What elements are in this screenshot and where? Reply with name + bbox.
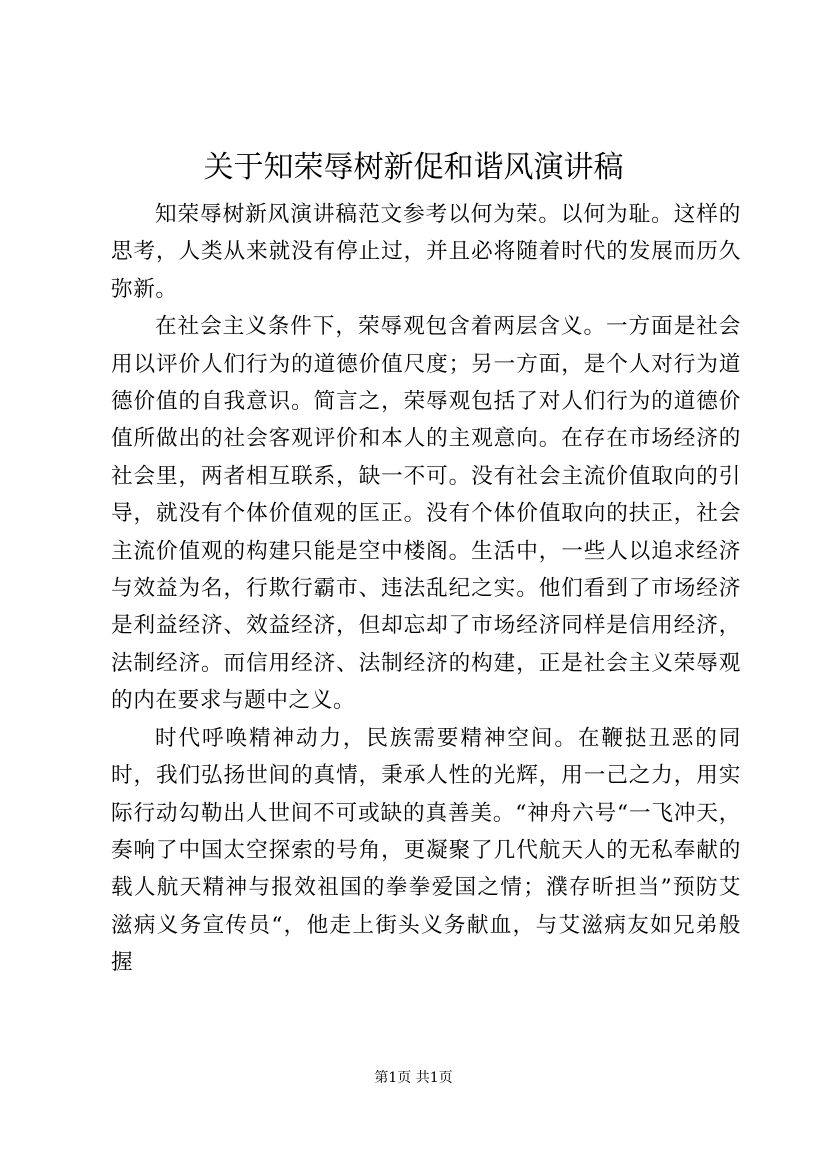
document-body <box>111 196 741 982</box>
document-title: 关于知荣辱树新促和谐风演讲稿 <box>203 150 624 185</box>
paragraph-1: 知荣辱树新风演讲稿范文参考以何为荣。以何为耻。这样的思考，人类从来就没有停止过，并且必将随着时代的发展而历久弥新。 <box>111 202 741 302</box>
paragraph-2: 在社会主义条件下，荣辱观包含着两层含义。一方面是社会用以评价人们行为的道德价值尺度；另一方面，是个人对行为道德价值的自我意识。简言之，荣辱观包括了对人们行为的道德价值所做出的社会客观评价和本人的主观意向。在存在市场经济的社会里，两者相互联系，缺一不可。没有社会主流价值取向的引导，就没有个体价值观的匡正。没有个体价值取向的扶正，社会主流价值观的构建只能是空中楼阁。生活中，一些人以追求经济与效益为名，行欺行霸市、违法乱纪之实。他们看到了市场经济是利益经济、效益经济，但却忘却了市场经济同样是信用经济，法制经济。而信用经济、法制经济的构建，正是社会主义荣辱观的内在要求与题中之义。 <box>111 314 741 714</box>
page-footer: 第1页 共1页 <box>374 1070 453 1086</box>
paragraph-3: 时代呼唤精神动力，民族需要精神空间。在鞭挞丑恶的同时，我们弘扬世间的真情，秉承人性的光辉，用一己之力，用实际行动勾勒出人世间不可或缺的真善美。“神舟六号“一飞冲天，奏响了中国太空探索的号角，更凝聚了几代航天人的无私奉献的载人航天精神与报效祖国的拳拳爱国之情；濮存昕担当”预防艾滋病义务宣传员“，他走上街头义务献血，与艾滋病友如兄弟般握 <box>111 725 741 976</box>
